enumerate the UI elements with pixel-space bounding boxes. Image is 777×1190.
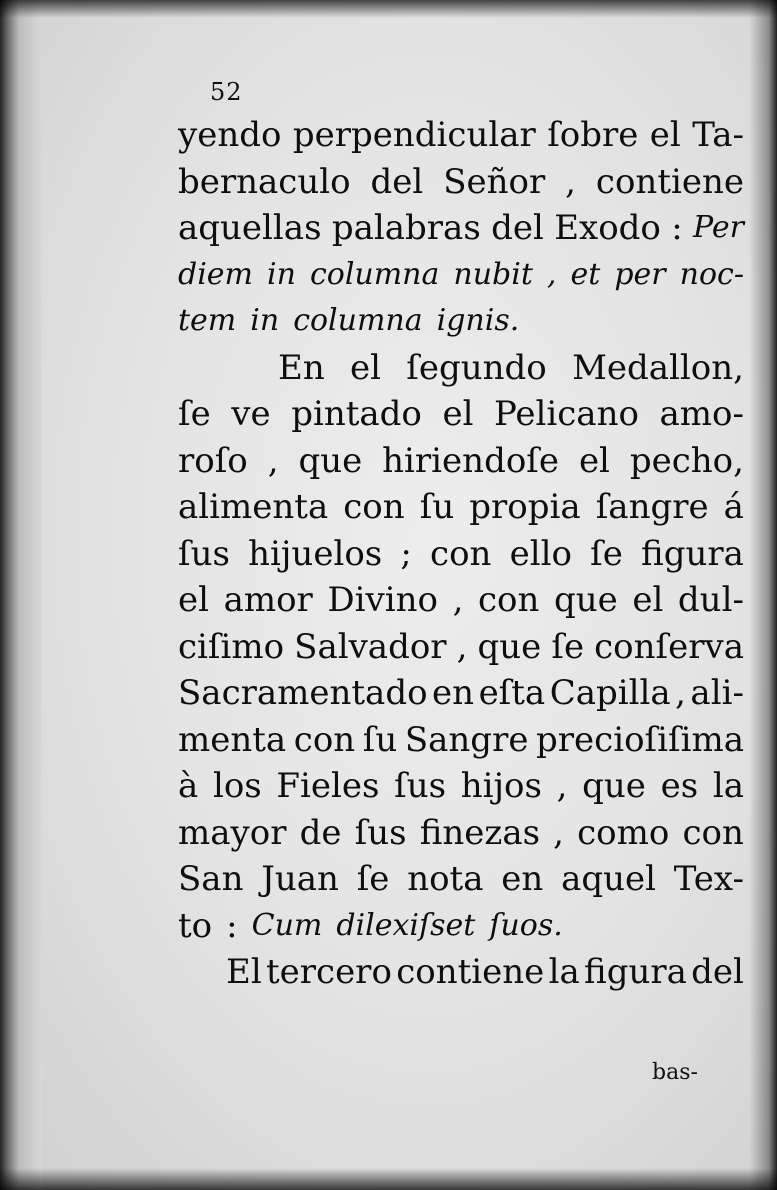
- word: tercero: [265, 952, 392, 992]
- word: los: [212, 766, 262, 806]
- word: ſus: [178, 533, 230, 574]
- text-line: [178, 438, 744, 485]
- word: ve: [231, 394, 271, 434]
- word: amor: [223, 580, 313, 620]
- word: ſus: [394, 766, 447, 806]
- word: precioſiſima: [536, 719, 744, 760]
- word: in: [250, 303, 280, 338]
- word: Divino: [327, 580, 438, 620]
- word: Ta-: [692, 115, 744, 155]
- page-number: 52: [210, 78, 243, 106]
- word: ,: [546, 256, 557, 292]
- word: columna: [309, 256, 440, 292]
- word: à: [178, 766, 199, 806]
- word: Juan: [261, 859, 339, 899]
- word: et: [570, 256, 601, 292]
- word: con: [477, 580, 540, 620]
- word: tem: [178, 303, 237, 338]
- word: ali-: [690, 673, 744, 713]
- word: que: [582, 766, 646, 806]
- text-line: [178, 112, 744, 159]
- word: ſu: [419, 487, 455, 527]
- word-italic: Cum: [251, 907, 323, 943]
- word: ſe: [356, 859, 390, 899]
- text-line: [178, 903, 744, 950]
- text-line: [178, 717, 744, 764]
- page-bottom-shadow: [0, 1168, 777, 1190]
- word: el: [442, 394, 474, 434]
- text-line: [178, 670, 744, 717]
- word: ,: [556, 766, 568, 806]
- word: Sacramentado: [178, 673, 428, 713]
- word: Señor: [443, 161, 546, 202]
- word: Exodo: [554, 208, 661, 248]
- word: perpendicular: [292, 115, 536, 155]
- word: contiene: [396, 952, 545, 992]
- word: :: [226, 905, 238, 946]
- word: del: [491, 208, 544, 248]
- word: ,: [553, 812, 564, 853]
- word: que: [477, 626, 542, 667]
- word: nota: [407, 859, 484, 899]
- word: Fieles: [276, 766, 380, 806]
- word: Capilla: [549, 673, 671, 713]
- word: menta: [178, 719, 287, 760]
- word: figura: [584, 952, 687, 992]
- word-italic: dilexiſset: [336, 907, 476, 943]
- word: Salvador: [294, 626, 447, 667]
- word: en: [501, 859, 544, 899]
- word: palabras: [331, 208, 481, 248]
- word: nubit: [453, 256, 533, 292]
- word: yendo: [178, 115, 282, 155]
- text-line: [178, 624, 744, 671]
- word: San: [178, 859, 244, 899]
- word: ,: [675, 673, 686, 713]
- word: dul-: [677, 580, 744, 620]
- word: el: [178, 580, 209, 620]
- word: amo-: [659, 394, 744, 434]
- word: aquellas: [178, 208, 322, 248]
- word: pintado: [291, 394, 422, 434]
- word: del: [370, 161, 424, 202]
- word: propia: [469, 487, 581, 527]
- word: con: [343, 487, 405, 527]
- word: hijuelos: [248, 533, 383, 574]
- word: el: [350, 347, 381, 388]
- word: ello: [509, 533, 572, 574]
- word: ſe: [178, 394, 211, 434]
- word: ſe: [551, 626, 585, 667]
- word: el: [632, 580, 664, 620]
- word: el: [578, 440, 610, 481]
- word: :: [671, 208, 683, 248]
- text-line: [178, 298, 744, 345]
- text-line: [178, 252, 744, 299]
- word: con: [682, 812, 744, 853]
- text-line: [178, 949, 744, 996]
- word: hijos: [460, 766, 542, 806]
- word: El: [226, 952, 262, 992]
- word: bernaculo: [178, 161, 351, 202]
- text-line: [178, 810, 744, 857]
- word: Medallon,: [572, 347, 744, 388]
- word: noc-: [679, 256, 744, 292]
- text-line: [178, 763, 744, 810]
- catchword: bas-: [652, 1060, 698, 1085]
- word: diem: [178, 256, 253, 292]
- word: del: [691, 952, 744, 992]
- word: es: [660, 766, 699, 806]
- text-line: [178, 345, 744, 392]
- word: que: [553, 580, 618, 620]
- word: per: [614, 256, 666, 292]
- page-edge-shadow: [749, 0, 777, 1190]
- page-text: [178, 112, 744, 996]
- word: alimenta: [178, 487, 329, 527]
- page-top-shadow: [0, 0, 777, 18]
- word: eſta: [478, 673, 546, 713]
- word: ciſimo: [178, 626, 285, 667]
- text-line: [178, 577, 744, 624]
- text-line: [178, 159, 744, 206]
- text-line: [178, 531, 744, 578]
- word: ignis.: [436, 303, 520, 338]
- text-line: [178, 205, 744, 252]
- word: contiene: [595, 161, 744, 202]
- word: mayor: [178, 812, 287, 853]
- word-italic: Per: [693, 210, 744, 245]
- word: ,: [452, 580, 464, 620]
- word: como: [577, 812, 670, 853]
- word: conſerva: [594, 626, 744, 667]
- word: ſegundo: [406, 347, 547, 388]
- word: ,: [565, 161, 576, 202]
- word: pecho,: [629, 440, 744, 481]
- word: con: [430, 533, 492, 574]
- word: ,: [456, 626, 468, 667]
- text-line: [178, 484, 744, 531]
- word: finezas: [419, 812, 541, 853]
- word: con: [293, 719, 356, 760]
- text-line: [178, 856, 744, 903]
- word: to: [178, 905, 213, 946]
- text-line: [178, 391, 744, 438]
- word: roſo: [178, 440, 248, 481]
- word: la: [712, 766, 744, 806]
- word: la: [548, 952, 580, 992]
- word: hiriendoſe: [382, 440, 560, 481]
- word: ſangre: [595, 487, 709, 527]
- page-gutter-shadow: [0, 0, 42, 1190]
- word: figura: [641, 533, 744, 574]
- word: columna: [293, 303, 423, 338]
- word: Sangre: [404, 719, 529, 760]
- word: á: [723, 487, 744, 527]
- word: ſu: [362, 719, 398, 760]
- word: ſobre: [547, 115, 639, 155]
- word: Tex-: [673, 859, 744, 899]
- word-italic: ſuos.: [489, 907, 563, 943]
- word: el: [649, 115, 681, 155]
- word: que: [298, 440, 363, 481]
- word: in: [267, 256, 296, 292]
- word: ſe: [590, 533, 623, 574]
- word: en: [432, 673, 475, 713]
- word: ſus: [354, 812, 407, 853]
- word: aquel: [561, 859, 656, 899]
- word: de: [299, 812, 342, 853]
- word: ;: [400, 533, 412, 574]
- word: En: [278, 347, 325, 388]
- word: ,: [267, 440, 279, 481]
- word: Pelicano: [494, 394, 639, 434]
